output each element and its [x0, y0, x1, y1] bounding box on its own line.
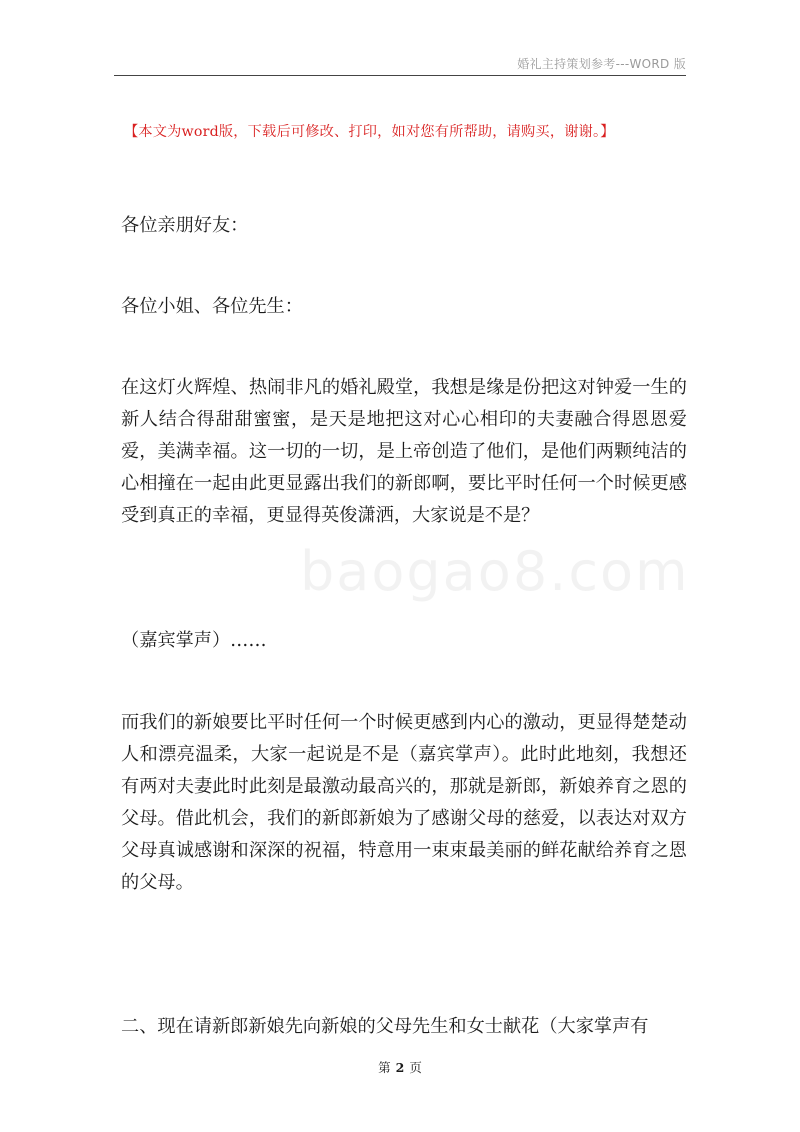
footer-suffix: 页	[409, 1060, 422, 1075]
body-paragraph-1: 在这灯火辉煌、热闹非凡的婚礼殿堂，我想是缘是份把这对钟爱一生的新人结合得甜甜蜜蜜，是天是地把这对心心相印的夫妻融合得恩恩爱爱，美满幸福。这一切的一切，是上帝创造了他们，是他们两颗纯洁的心相撞在一起由此更显露出我们的新郎啊，要比平时任何一个时候更感受到真正的幸福，更显得英俊潇洒，大家说是不是？	[121, 377, 687, 526]
greeting-line-1: 各位亲朋好友：	[121, 215, 249, 236]
page-number: 2	[395, 1060, 405, 1075]
download-notice: 【本文为word版，下载后可修改、打印，如对您有所帮助，请购买，谢谢。】	[124, 124, 615, 140]
header-divider	[114, 75, 686, 76]
footer-prefix: 第	[378, 1060, 391, 1075]
watermark: baogao8.com	[300, 540, 690, 603]
document-header-title: 婚礼主持策划参考---WORD 版	[517, 57, 686, 71]
body-paragraph-2: 而我们的新娘要比平时任何一个时候更感到内心的激动，更显得楚楚动人和漂亮温柔，大家一起说是不是（嘉宾掌声）。此时此地刻，我想还有两对夫妻此时此刻是最激动最高兴的，那就是新郎，新娘养育之恩的父母。借此机会，我们的新郎新娘为了感谢父母的慈爱，以表达对双方父母真诚感谢和深深的祝福，特意用一束束最美丽的鲜花献给养育之恩的父母。	[121, 712, 687, 893]
body-paragraph-3: 二、现在请新郎新娘先向新娘的父母先生和女士献花（大家掌声有	[121, 1016, 649, 1037]
applause-line: （嘉宾掌声）……	[121, 630, 267, 651]
page-footer	[0, 1058, 800, 1076]
greeting-line-2: 各位小姐、各位先生：	[121, 296, 303, 317]
